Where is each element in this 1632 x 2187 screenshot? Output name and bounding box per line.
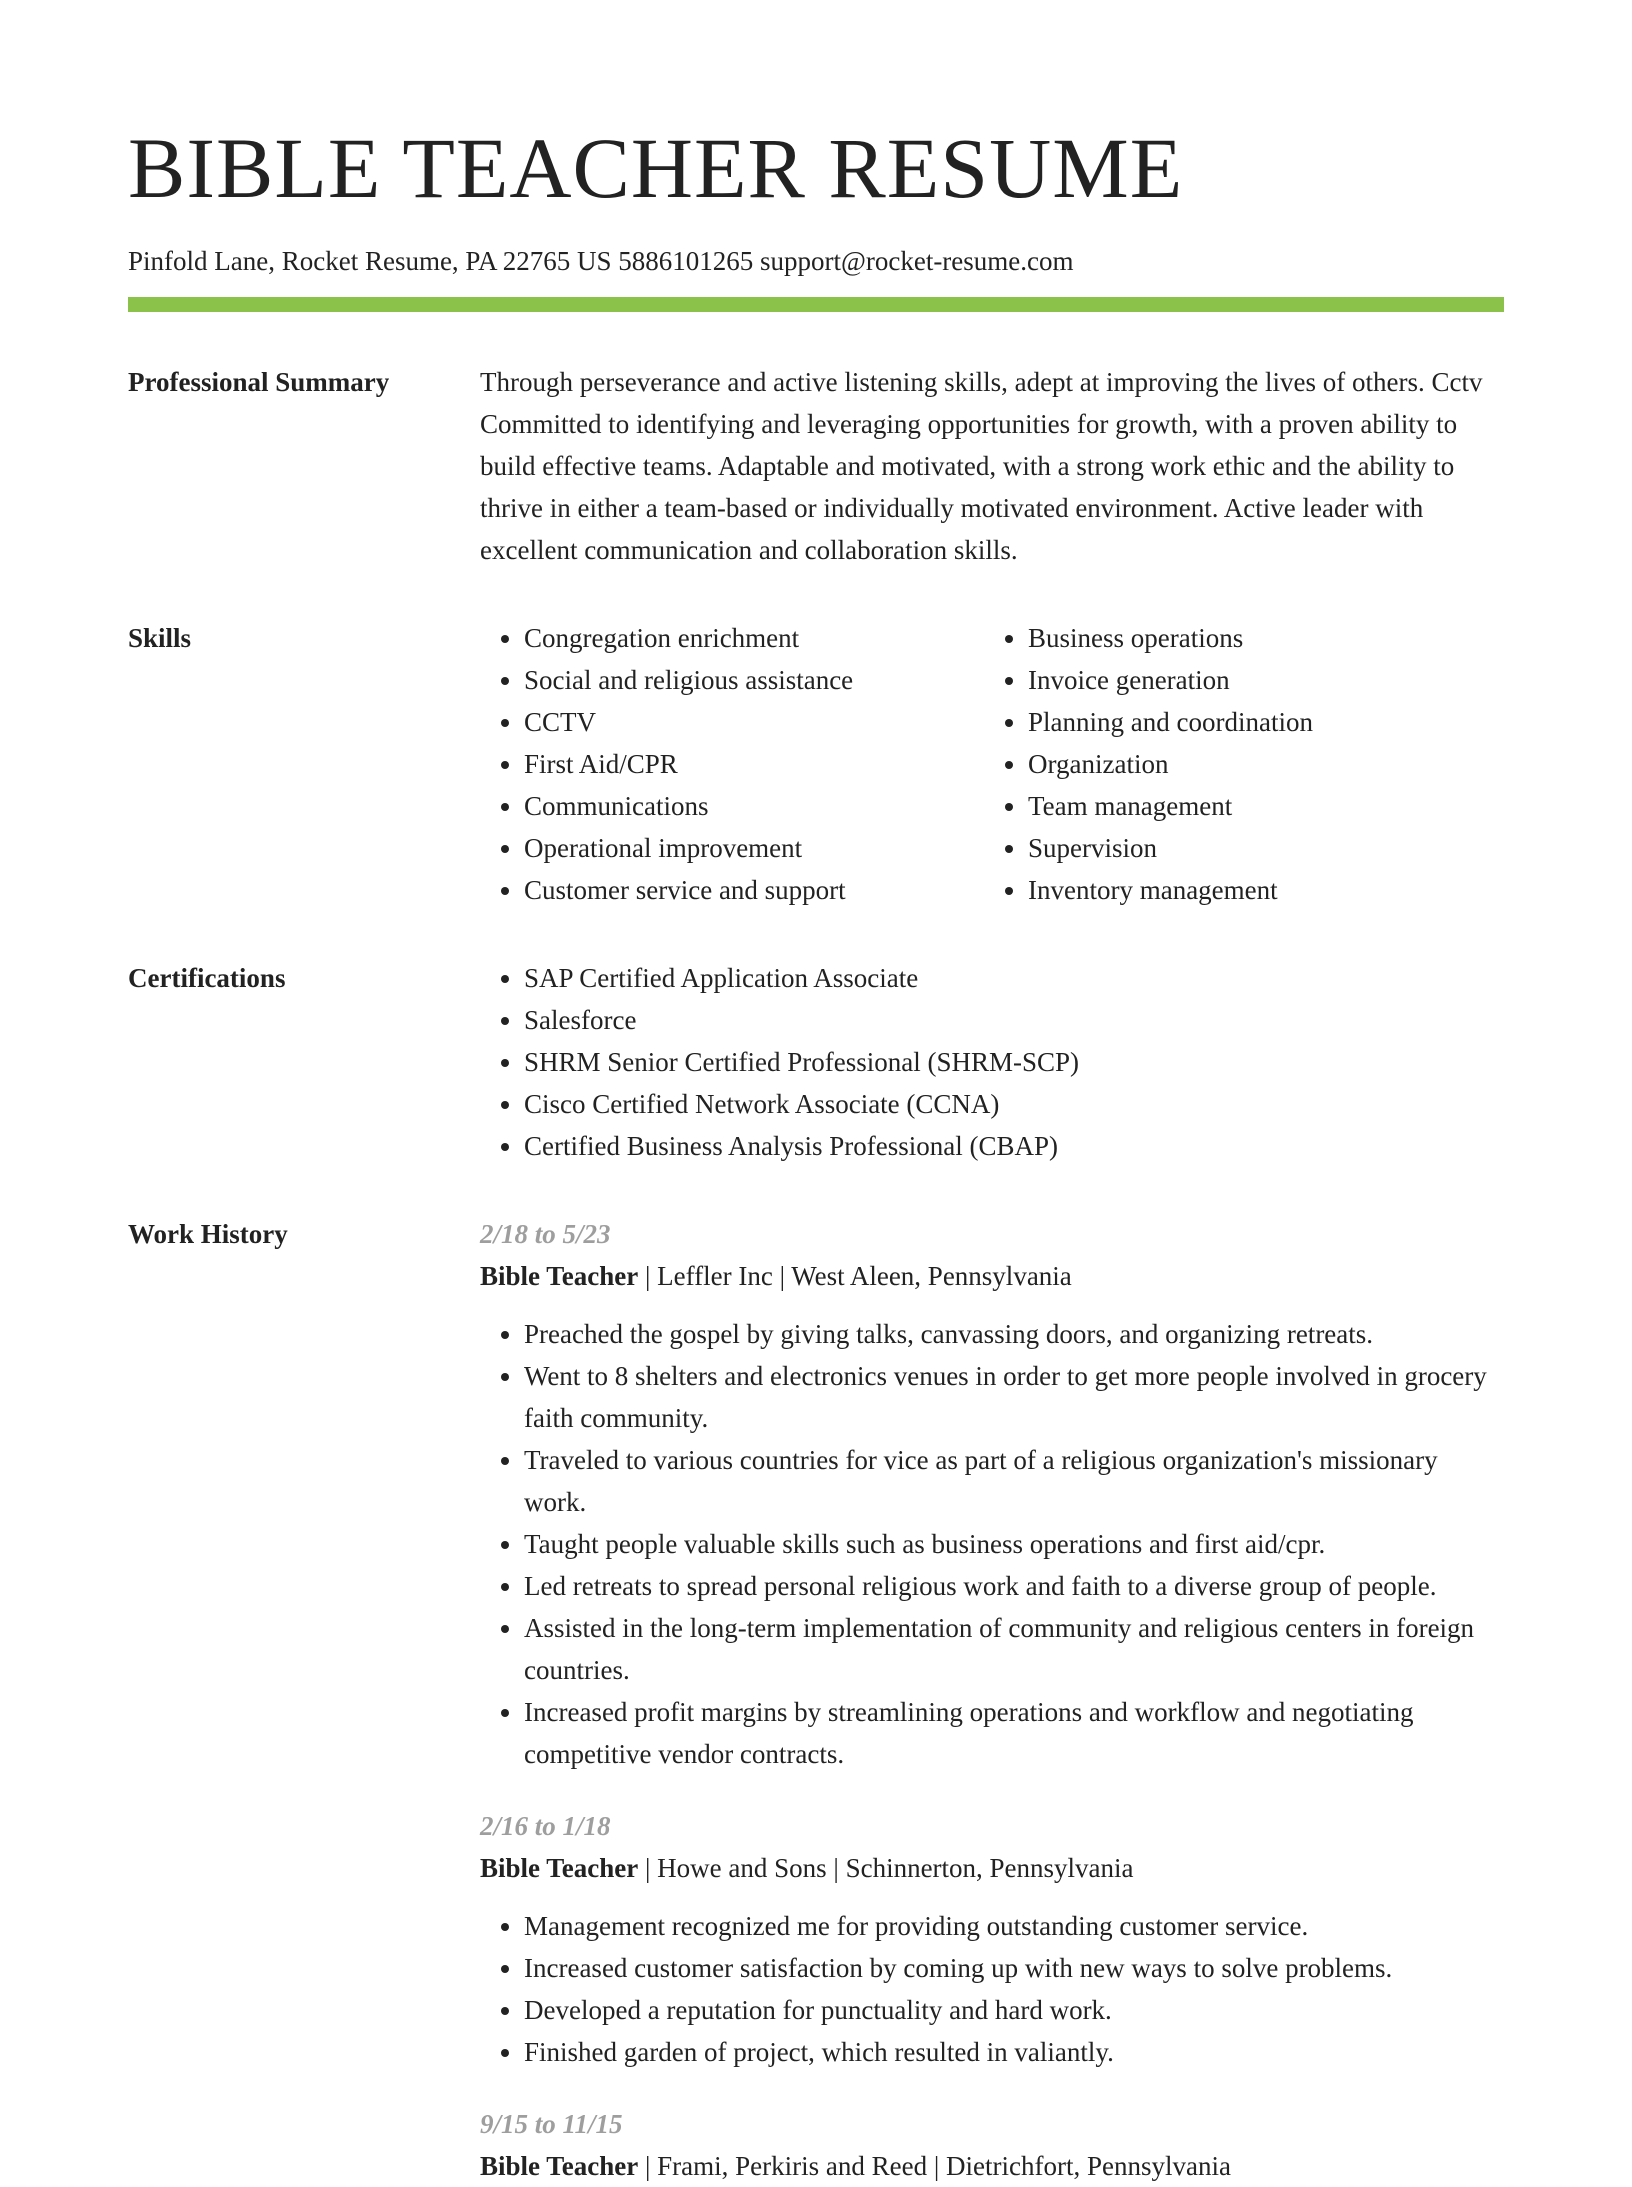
- skill-item: • Organization: [1028, 743, 1313, 785]
- skills-section: [128, 617, 1504, 911]
- job-bullet: • Preached the gospel by giving talks, canvassing doors, and organizing retreats.: [524, 1313, 1504, 1355]
- work-history-label: Work History: [128, 1219, 288, 1249]
- job-heading: [480, 1847, 1504, 1889]
- certification-item: • Cisco Certified Network Associate (CCNA): [524, 1083, 1504, 1125]
- skill-item: • Team management: [1028, 785, 1313, 827]
- job-bullet: • Led retreats to spread personal religious work and faith to a diverse group of people.: [524, 1565, 1504, 1607]
- certifications-label: Certifications: [128, 963, 286, 993]
- summary-section: [128, 361, 1504, 571]
- job-details: | Leffler Inc | West Aleen, Pennsylvania: [638, 1261, 1072, 1291]
- skills-list-right: [984, 617, 1313, 911]
- job-dates: 9/15 to 11/15: [480, 2109, 623, 2139]
- skill-item: • Inventory management: [1028, 869, 1313, 911]
- job-bullets: [480, 1313, 1504, 1775]
- certification-item: • Certified Business Analysis Professional (CBAP): [524, 1125, 1504, 1167]
- job-bullet: • Assisted in the long-term implementation of community and religious centers in foreign countries.: [524, 1607, 1504, 1691]
- skill-item: • Invoice generation: [1028, 659, 1313, 701]
- job-entry: [480, 1213, 1504, 1775]
- resume-title: BIBLE TEACHER RESUME: [128, 120, 1184, 216]
- work-history-section: [128, 1213, 1504, 2187]
- certification-item: • Salesforce: [524, 999, 1504, 1041]
- job-title: Bible Teacher: [480, 1261, 639, 1291]
- certification-item: • SAP Certified Application Associate: [524, 957, 1504, 999]
- job-title: Bible Teacher: [480, 1853, 639, 1883]
- certification-item: • SHRM Senior Certified Professional (SHRM-SCP): [524, 1041, 1504, 1083]
- job-bullet: • Increased profit margins by streamlining operations and workflow and negotiating competitive vendor contracts.: [524, 1691, 1504, 1775]
- job-entry: [480, 1805, 1504, 2073]
- header-divider: [128, 297, 1504, 312]
- job-entry: [480, 2103, 1504, 2187]
- job-bullet: • Finished garden of project, which resulted in valiantly.: [524, 2031, 1504, 2073]
- skills-columns: [480, 617, 1504, 911]
- skill-item: • Business operations: [1028, 617, 1313, 659]
- skill-item: • Congregation enrichment: [524, 617, 984, 659]
- skill-item: • First Aid/CPR: [524, 743, 984, 785]
- skill-item: • Supervision: [1028, 827, 1313, 869]
- skill-item: • Planning and coordination: [1028, 701, 1313, 743]
- job-bullet: • Increased customer satisfaction by coming up with new ways to solve problems.: [524, 1947, 1504, 1989]
- job-bullet: • Went to 8 shelters and electronics venues in order to get more people involved in grocery faith community.: [524, 1355, 1504, 1439]
- job-bullet: • Developed a reputation for punctuality and hard work.: [524, 1989, 1504, 2031]
- skill-item: • Operational improvement: [524, 827, 984, 869]
- skills-label: Skills: [128, 623, 192, 653]
- skill-item: • Social and religious assistance: [524, 659, 984, 701]
- skills-list-left: [480, 617, 984, 911]
- certifications-list: [480, 957, 1504, 1167]
- job-heading: [480, 2145, 1504, 2187]
- contact-line: Pinfold Lane, Rocket Resume, PA 22765 US 5886101265 support@rocket-resume.com: [128, 246, 1074, 276]
- job-heading: [480, 1255, 1504, 1297]
- job-details: | Frami, Perkiris and Reed | Dietrichfort, Pennsylvania: [638, 2151, 1231, 2181]
- skill-item: • CCTV: [524, 701, 984, 743]
- job-details: | Howe and Sons | Schinnerton, Pennsylvania: [638, 1853, 1134, 1883]
- job-bullet: • Management recognized me for providing outstanding customer service.: [524, 1905, 1504, 1947]
- skill-item: • Customer service and support: [524, 869, 984, 911]
- job-dates: 2/18 to 5/23: [480, 1219, 611, 1249]
- job-title: Bible Teacher: [480, 2151, 639, 2181]
- job-bullet: • Traveled to various countries for vice as part of a religious organization's missionary work.: [524, 1439, 1504, 1523]
- resume-page: [128, 0, 1504, 2187]
- skill-item: • Communications: [524, 785, 984, 827]
- job-bullet: • Taught people valuable skills such as business operations and first aid/cpr.: [524, 1523, 1504, 1565]
- summary-label: Professional Summary: [128, 367, 390, 397]
- job-bullets: [480, 1905, 1504, 2073]
- certifications-section: [128, 957, 1504, 1167]
- job-dates: 2/16 to 1/18: [480, 1811, 611, 1841]
- summary-text: Through perseverance and active listening skills, adept at improving the lives of others. Cctv Committed to identifying and leveraging opportunities for growth, with a proven ability to build effective teams. Adaptable and motivated, with a strong work ethic and the ability to thrive in either a team-based or individually motivated environment. Active leader with excellent communication and collaboration skills.: [480, 367, 1483, 565]
